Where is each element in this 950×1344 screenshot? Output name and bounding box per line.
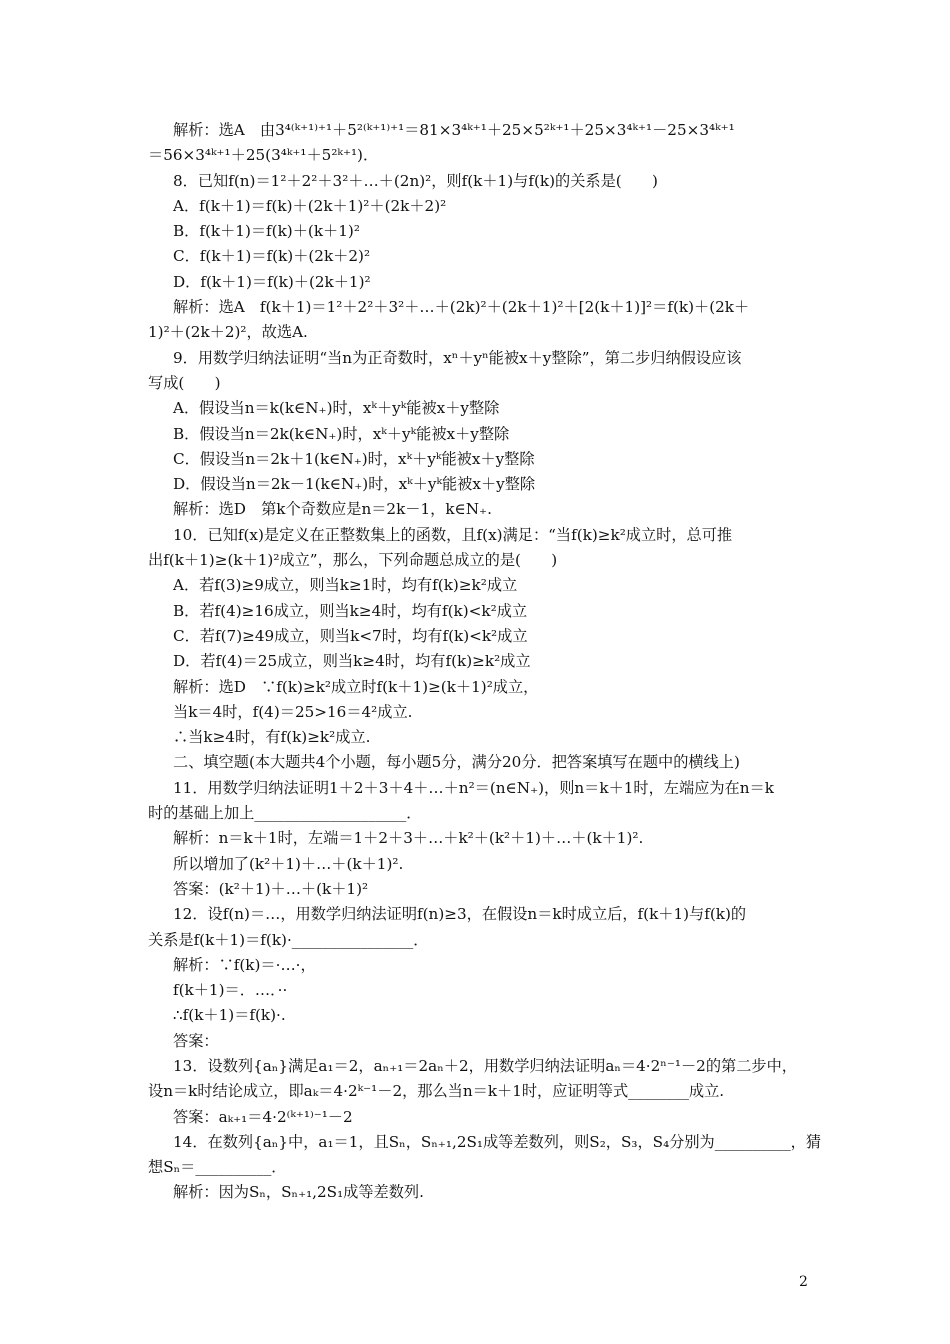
analysis-line: 解析：选D 第k个奇数应是n＝2k－1，k∈N₊. bbox=[173, 500, 492, 519]
question-13-cont: 设n＝k时结论成立，即aₖ＝4·2ᵏ⁻¹－2，那么当n＝k＋1时，应证明等式________成立. bbox=[148, 1082, 725, 1101]
question-9-cont: 写成( ) bbox=[148, 373, 221, 392]
analysis-line: 解析：选A f(k＋1)＝1²＋2²＋3²＋…＋(2k)²＋(2k＋1)²＋[2(k＋1)]²＝f(k)＋(2k＋ bbox=[173, 298, 750, 317]
option-c: C．假设当n＝2k＋1(k∈N₊)时，xᵏ＋yᵏ能被x＋y整除 bbox=[173, 449, 535, 468]
option-b: B．假设当n＝2k(k∈N₊)时，xᵏ＋yᵏ能被x＋y整除 bbox=[173, 424, 510, 443]
answer-line: 答案： bbox=[173, 1031, 219, 1050]
question-11-cont: 时的基础上加上____________________． bbox=[148, 804, 422, 823]
analysis-line: f(k＋1)＝．…．·· bbox=[173, 981, 288, 1000]
question-12-cont: 关系是f(k＋1)＝f(k)·________________． bbox=[148, 930, 429, 949]
section-heading: 二、填空题(本大题共4个小题，每小题5分，满分20分．把答案填写在题中的横线上) bbox=[173, 753, 740, 772]
option-d: D．假设当n＝2k－1(k∈N₊)时，xᵏ＋yᵏ能被x＋y整除 bbox=[173, 475, 536, 494]
text-line: ＝56×3⁴ᵏ⁺¹＋25(3⁴ᵏ⁺¹＋5²ᵏ⁺¹)． bbox=[148, 146, 379, 165]
option-a: A．假设当n＝k(k∈N₊)时，xᵏ＋yᵏ能被x＋y整除 bbox=[173, 399, 500, 418]
analysis-line: 当k＝4时，f(4)＝25>16＝4²成立. bbox=[173, 702, 413, 721]
document-body bbox=[148, 118, 828, 1206]
question-12: 12．设f(n)＝…，用数学归纳法证明f(n)≥3，在假设n＝k时成立后，f(k＋1)与f(k)的 bbox=[173, 905, 747, 924]
question-10-cont: 出f(k＋1)≥(k＋1)²成立”，那么，下列命题总成立的是( ) bbox=[148, 551, 558, 570]
option-d: D．f(k＋1)＝f(k)＋(2k＋1)² bbox=[173, 272, 371, 291]
question-11: 11．用数学归纳法证明1＋2＋3＋4＋…＋n²＝(n∈N₊)，则n＝k＋1时，左端应为在n＝k bbox=[173, 778, 774, 797]
option-b: B．f(k＋1)＝f(k)＋(k＋1)² bbox=[173, 222, 360, 241]
question-9: 9．用数学归纳法证明“当n为正奇数时，xⁿ＋yⁿ能被x＋y整除”，第二步归纳假设应该 bbox=[173, 348, 742, 367]
analysis-line: ∴当k≥4时，有f(k)≥k²成立. bbox=[173, 728, 371, 747]
analysis-line: 解析：n＝k＋1时，左端＝1＋2＋3＋…＋k²＋(k²＋1)＋…＋(k＋1)². bbox=[173, 829, 644, 848]
option-c: C．若f(7)≥49成立，则当k<7时，均有f(k)<k²成立 bbox=[173, 626, 528, 645]
text-line: 解析：选A 由3⁴⁽ᵏ⁺¹⁾⁺¹＋5²⁽ᵏ⁺¹⁾⁺¹＝81×3⁴ᵏ⁺¹＋25×5²ᵏ⁺¹＋25×3⁴ᵏ⁺¹－25×3⁴ᵏ⁺¹ bbox=[173, 121, 735, 139]
analysis-line: 解析：∵f(k)＝·…·， bbox=[173, 955, 316, 974]
question-10: 10．已知f(x)是定义在正整数集上的函数，且f(x)满足：“当f(k)≥k²成立时，总可推 bbox=[173, 525, 733, 544]
question-8: 8．已知f(n)＝1²＋2²＋3²＋…＋(2n)²，则f(k＋1)与f(k)的关系是( ) bbox=[173, 171, 658, 190]
option-b: B．若f(4)≥16成立，则当k≥4时，均有f(k)<k²成立 bbox=[173, 601, 528, 620]
analysis-line: 1)²＋(2k＋2)²，故选A. bbox=[148, 323, 308, 342]
analysis-line: 所以增加了(k²＋1)＋…＋(k＋1)². bbox=[173, 854, 404, 873]
analysis-line: ∴f(k＋1)＝f(k)·. bbox=[173, 1006, 286, 1025]
option-d: D．若f(4)＝25成立，则当k≥4时，均有f(k)≥k²成立 bbox=[173, 652, 531, 671]
option-a: A．f(k＋1)＝f(k)＋(2k＋1)²＋(2k＋2)² bbox=[173, 196, 447, 215]
analysis-line: 解析：因为Sₙ，Sₙ₊₁,2S₁成等差数列. bbox=[173, 1183, 424, 1202]
option-a: A．若f(3)≥9成立，则当k≥1时，均有f(k)≥k²成立 bbox=[173, 576, 518, 595]
answer-line: 答案：(k²＋1)＋…＋(k＋1)² bbox=[173, 879, 369, 898]
question-14: 14．在数列{aₙ}中，a₁＝1，且Sₙ，Sₙ₊₁,2S₁成等差数列，则S₂，S₃，S₄分别为__________，猜 bbox=[173, 1132, 822, 1151]
question-13: 13．设数列{aₙ}满足a₁＝2，aₙ₊₁＝2aₙ＋2，用数学归纳法证明aₙ＝4·2ⁿ⁻¹－2的第二步中， bbox=[173, 1056, 797, 1075]
option-c: C．f(k＋1)＝f(k)＋(2k＋2)² bbox=[173, 247, 371, 266]
question-14-cont: 想Sₙ＝__________． bbox=[148, 1158, 287, 1177]
page-number: 2 bbox=[799, 1274, 808, 1290]
answer-line: 答案：aₖ₊₁＝4·2⁽ᵏ⁺¹⁾⁻¹－2 bbox=[173, 1107, 353, 1126]
analysis-line: 解析：选D ∵f(k)≥k²成立时f(k＋1)≥(k＋1)²成立， bbox=[173, 677, 539, 696]
